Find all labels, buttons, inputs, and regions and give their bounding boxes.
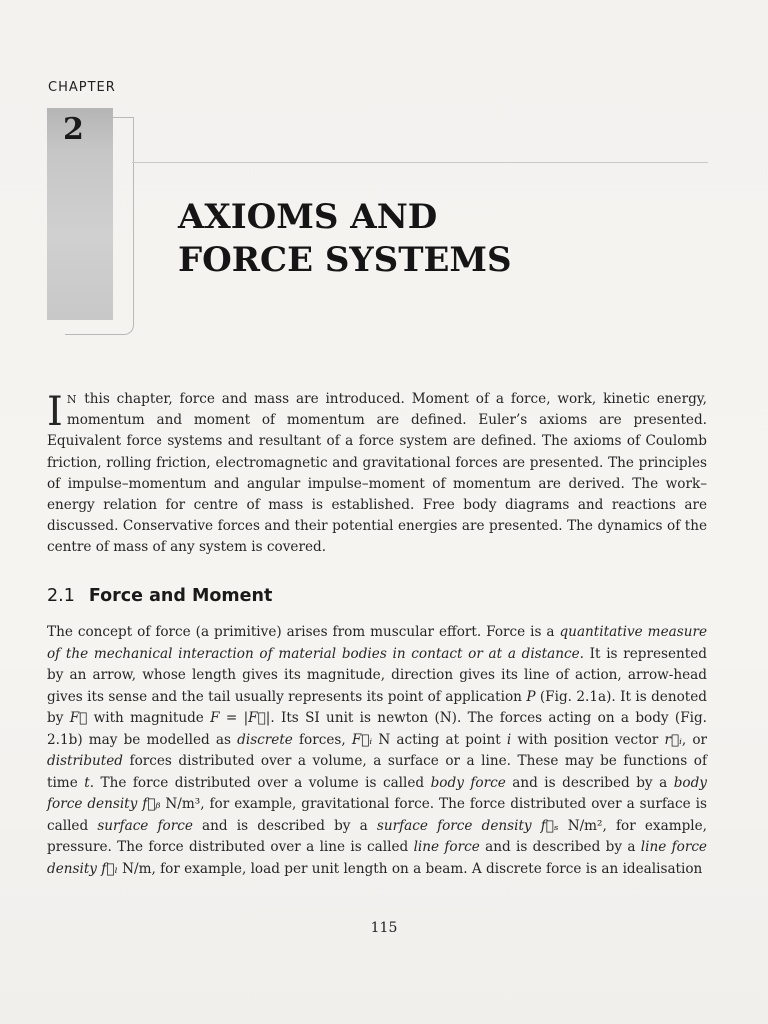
math-symbol: P <box>526 688 536 705</box>
body-text-run: The concept of force (a primitive) arises from muscular effort. Force is a <box>47 624 560 640</box>
body-text-run: (Fig. 2.1a). It is denoted by <box>47 688 707 726</box>
drop-cap: I <box>47 389 63 435</box>
math-symbol: F⃗ <box>69 710 88 726</box>
chapter-title <box>178 196 512 282</box>
intro-paragraph <box>47 389 707 559</box>
body-emphasis: line force density <box>47 839 707 877</box>
section-title: Force and Moment <box>88 586 273 606</box>
body-text-run: forces distributed over a volume, a surface or a line. These may be functions of time <box>47 753 707 791</box>
body-emphasis: surface force density <box>376 817 532 834</box>
body-text-run: N/m³, for example, gravitational force. The force distributed over a surface is called <box>47 796 707 834</box>
chapter-title-line-1: AXIOMS AND <box>178 197 438 237</box>
body-text-run: , or <box>681 731 708 748</box>
body-text-run: N/m, for example, load per unit length on a beam. A discrete force is an idealisation <box>117 860 703 877</box>
body-emphasis: line force <box>413 839 480 855</box>
math-expression: F = |F⃗| <box>210 710 271 726</box>
body-text-run: and is described by a <box>479 839 641 855</box>
body-emphasis: body force <box>430 774 506 791</box>
body-emphasis: surface force <box>97 817 193 834</box>
body-text-run: . Its SI unit is newton (N). The forces acting on a body (Fig. 2.1b) may be modelled as <box>47 710 708 748</box>
body-emphasis: body force density <box>47 774 707 812</box>
math-symbol: F⃗ᵢ <box>351 731 373 748</box>
chapter-tab-frame <box>65 117 134 335</box>
math-symbol: f⃗ₗ <box>96 860 118 877</box>
body-text-run: N/m², for example, pressure. The force distributed over a line is called <box>47 817 707 855</box>
math-symbol: f⃗ᵦ <box>137 796 161 812</box>
body-emphasis: quantitative measure of the mechanical interaction of material bodies in contact or at a distance. <box>47 624 707 662</box>
body-paragraph <box>47 622 707 880</box>
body-text-run: with magnitude <box>87 710 211 726</box>
intro-text: this chapter, force and mass are introduced. Moment of a force, work, kinetic energy, momentum and moment of momentum are defined. Euler’s axioms are presented. Equivalent force systems and resultant of a force system are defined. The axioms of Coulomb friction, rolling friction, electromagnetic and gravitational forces are presented. The principles of impulse–momentum and angular impulse–moment of momentum are derived. The work–energy relation for centre of mass is established. Free body diagrams and reactions are discussed. Conservative forces and their potential energies are presented. The dynamics of the centre of mass of any system is covered. <box>47 391 707 556</box>
body-emphasis: discrete <box>237 731 293 748</box>
math-symbol: i <box>506 731 512 748</box>
body-text-run: N acting at point <box>372 731 507 748</box>
body-text-run: and is described by a <box>505 774 674 791</box>
math-symbol: f⃗ₛ <box>531 817 559 834</box>
page-number: 115 <box>370 920 398 936</box>
body-text-run: It is represented by an arrow, whose length gives its magnitude, direction gives its line of action, arrow-head gives its sense and the tail usually represents its point of application <box>47 645 707 705</box>
body-text-run: forces, <box>292 731 352 748</box>
intro-smallcaps: N <box>66 393 78 406</box>
title-divider <box>132 162 708 163</box>
body-text-run: . The force distributed over a volume is called <box>89 774 431 791</box>
chapter-label: CHAPTER <box>48 80 116 95</box>
section-heading <box>47 586 272 606</box>
math-symbol: t <box>84 774 90 791</box>
chapter-number: 2 <box>63 112 84 147</box>
body-text-run: and is described by a <box>192 817 377 834</box>
body-text-run: with position vector <box>511 731 665 748</box>
math-symbol: r⃗ᵢ <box>664 731 682 748</box>
section-number: 2.1 <box>47 586 75 606</box>
chapter-title-line-2: FORCE SYSTEMS <box>178 240 512 280</box>
body-emphasis: distributed <box>47 753 124 769</box>
